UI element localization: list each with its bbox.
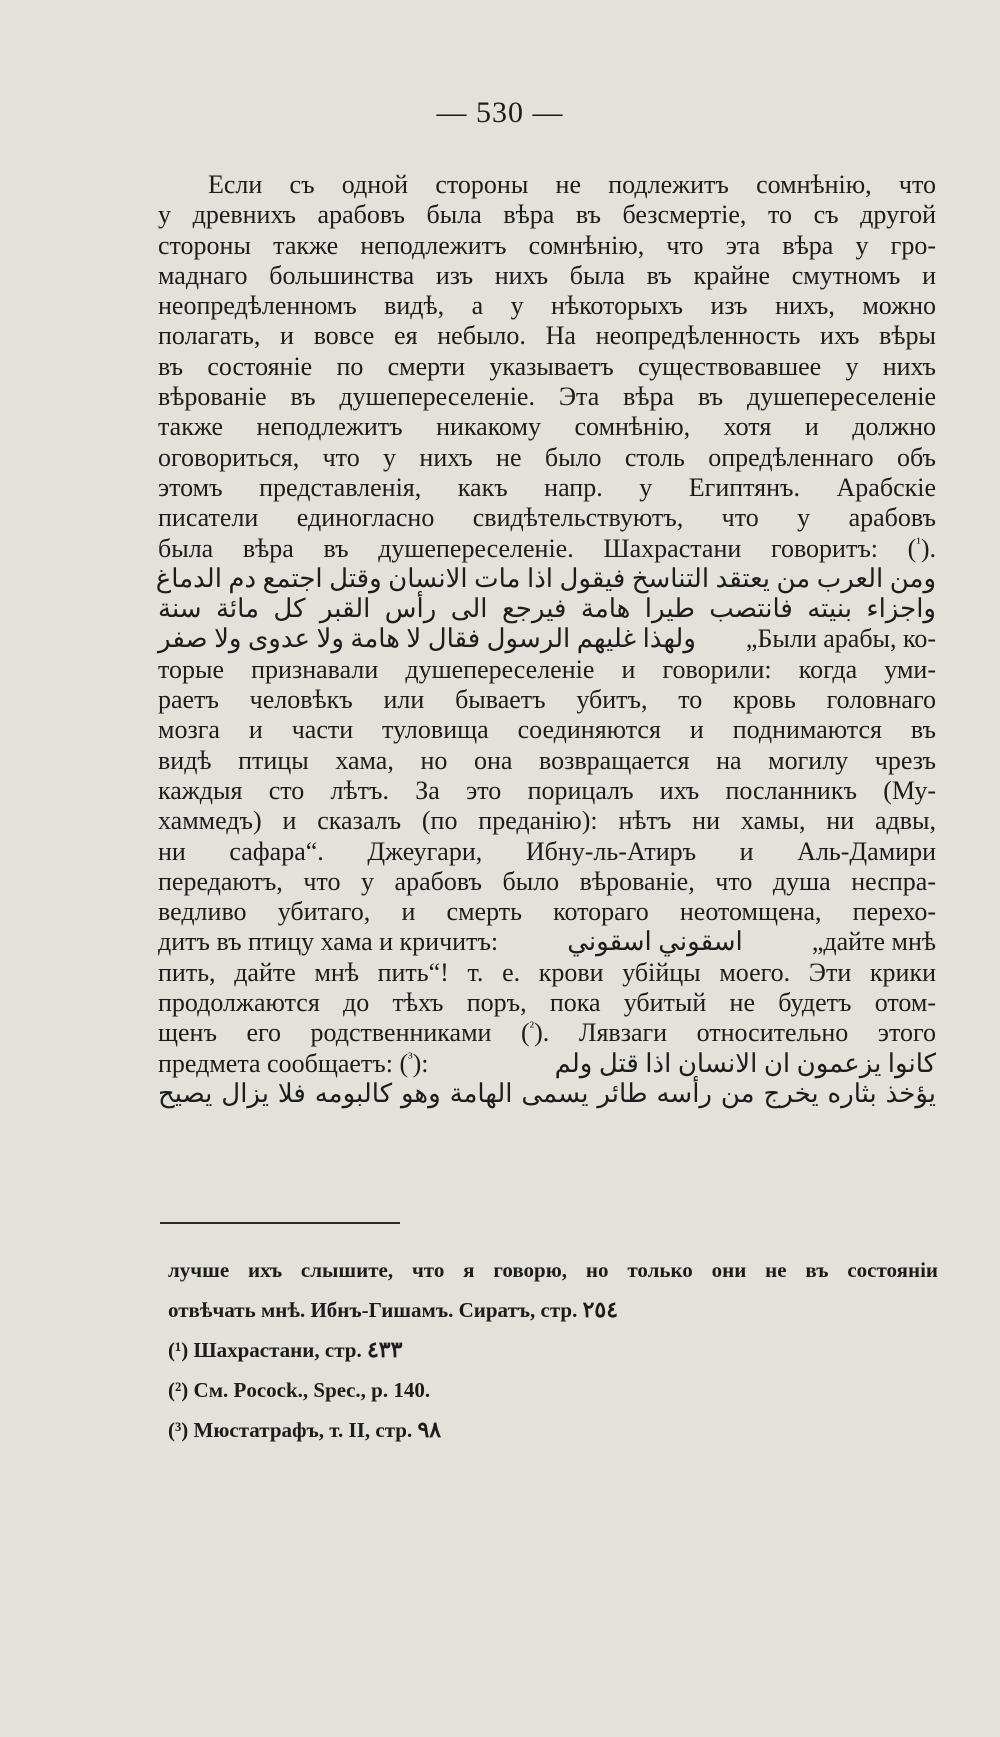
- text-line: каждыя сто лѣтъ. За это порицалъ ихъ посланникъ (Му-: [158, 775, 936, 805]
- footnote-separator: [160, 1222, 400, 1224]
- text-line: неопредѣленномъ видѣ, а у нѣкоторыхъ изъ нихъ, можно: [158, 291, 936, 321]
- footnote-3: (³) Мюстатрафъ, т. II, стр. ٩٨: [168, 1417, 442, 1442]
- text-line: щенъ его родственниками ($^{^2}$). Лявзаги относительно этого: [158, 1018, 936, 1048]
- text-line: этомъ представленія, какъ напр. у Египтянъ. Арабскіе: [158, 472, 936, 502]
- text-line: писатели единогласно свидѣтельствуютъ, что у арабовъ: [158, 503, 936, 533]
- text-line: торые признавали душепереселеніе и говорили: когда уми-: [158, 654, 936, 684]
- arabic-quote-inline: كانوا يزعمون ان الانسان اذا قتل ولم: [554, 1048, 936, 1078]
- text-line: раетъ человѣкъ или бываетъ убитъ, то кровь головнаго: [158, 685, 936, 715]
- text-line: ни сафара“. Джеугари, Ибну-ль-Атиръ и Аль-Дамири: [158, 836, 936, 866]
- footnote-2: (²) См. Pocock., Spec., p. 140.: [168, 1378, 431, 1402]
- footnote-ref-2: ²: [529, 1019, 535, 1036]
- arabic-quote-line: واجزاء بنيته فانتصب طيرا هامة فيرجع الى رأس القبر كل مائة سنة: [158, 594, 936, 624]
- text-line: оговориться, что у нихъ не было столь опредѣленнаго объ: [158, 442, 936, 472]
- text-line: полагать, и вовсе ея небыло. На неопредѣленность ихъ вѣры: [158, 321, 936, 351]
- footnote-continuation: лучше ихъ слышите, что я говорю, но только они не въ состояніи: [168, 1258, 938, 1282]
- page-number: — 530 —: [436, 96, 564, 129]
- footnote-continuation: отвѣчать мнѣ. Ибнъ-Гишамъ. Сиратъ, стр. ٢٥٤: [168, 1297, 619, 1322]
- text-line: была вѣра въ душепереселеніе. Шахрастани говоритъ: ($^{^1}$).: [158, 533, 936, 563]
- arabic-inline: اسقوني اسقوني: [567, 927, 743, 957]
- text-line: хаммедъ) и сказалъ (по преданію): нѣтъ ни хамы, ни адвы,: [158, 806, 936, 836]
- text-line: стороны также неподлежитъ сомнѣнію, что эта вѣра у гро-: [158, 230, 936, 260]
- mixed-line: [158, 927, 936, 957]
- text-line: также неподлежитъ никакому сомнѣнію, хотя и должно: [158, 412, 936, 442]
- text-line: продолжаются до тѣхъ поръ, пока убитый не будетъ отом-: [158, 988, 936, 1018]
- footnote-ref-3: ³: [408, 1049, 413, 1066]
- footnote-ref-1: ¹: [916, 534, 921, 551]
- text-line: видѣ птицы хама, но она возвращается на могилу чрезъ: [158, 745, 936, 775]
- text-line: маднаго большинства изъ нихъ была въ крайне смутномъ и: [158, 260, 936, 290]
- text-fragment: „Были арабы, ко-: [745, 624, 936, 654]
- text-line: передаютъ, что у арабовъ было вѣрованіе, что душа неспра-: [158, 866, 936, 896]
- arabic-quote-line: ومن العرب من يعتقد التناسخ فيقول اذا مات الانسان وقتل اجتمع دم الدماغ: [155, 563, 936, 593]
- main-text: [155, 170, 936, 1109]
- text-line: ведливо убитаго, и смерть котораго неотомщена, перехо-: [158, 897, 936, 927]
- text-fragment: дитъ въ птицу хама и кричитъ:: [158, 927, 499, 957]
- footnote-1: (¹) Шахрастани, стр. ٤٣٣: [168, 1337, 403, 1362]
- arabic-quote-line: يؤخذ بثاره يخرج من رأسه طائر يسمى الهامة وهو كالبومه فلا يزال يصيح: [158, 1078, 936, 1108]
- text-line: Если съ одной стороны не подлежитъ сомнѣнію, что: [208, 170, 936, 199]
- text-line: вѣрованіе въ душепереселеніе. Эта вѣра въ душепереселеніе: [158, 382, 936, 412]
- mixed-line: [158, 1049, 936, 1079]
- text-line: у древнихъ арабовъ была вѣра въ безсмертіе, то съ другой: [158, 200, 936, 230]
- mixed-line: [158, 624, 936, 654]
- text-line: мозга и части туловища соединяются и поднимаются въ: [158, 715, 936, 745]
- footnotes: [168, 1250, 938, 1450]
- arabic-quote-inline: ولهذا غليهم الرسول فقال لا هامة ولا عدوى ولا صفر: [158, 624, 696, 654]
- text-fragment: „дайте мнѣ: [811, 927, 936, 957]
- text-fragment: предмета сообщаетъ: ($^{^3}$):: [158, 1048, 429, 1078]
- text-line: въ состояніе по смерти указываетъ существовавшее у нихъ: [158, 351, 936, 381]
- text-line: пить, дайте мнѣ пить“! т. е. крови убійцы моего. Эти крики: [158, 957, 936, 987]
